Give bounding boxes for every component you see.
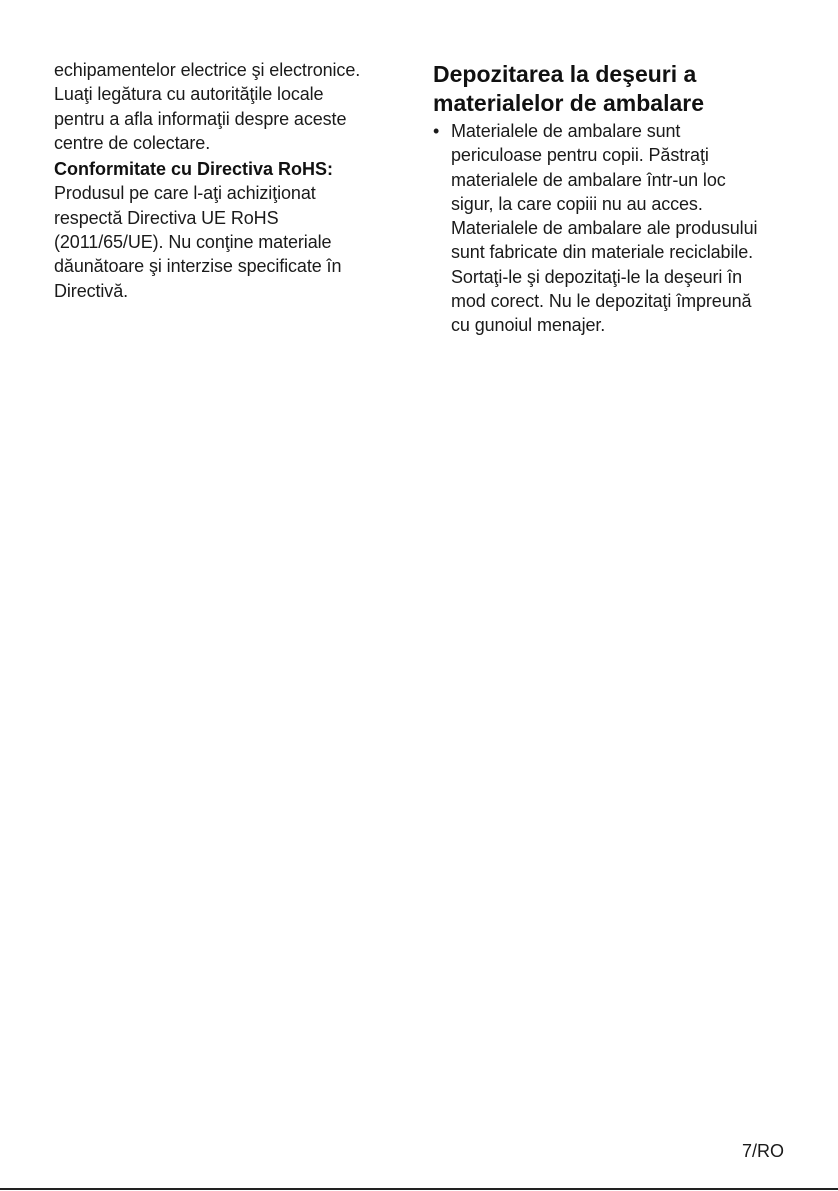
text-line: sunt fabricate din materiale reciclabile. bbox=[451, 242, 754, 263]
text-line: Luaţi legătura cu autorităţile locale bbox=[54, 84, 324, 105]
text-line: mod corect. Nu le depozitaţi împreună bbox=[451, 291, 752, 312]
text-line: materialele de ambalare într-un loc bbox=[451, 169, 726, 190]
collection-info-paragraph bbox=[54, 58, 399, 155]
text-line: echipamentelor electrice şi electronice. bbox=[54, 60, 361, 80]
text-line: dăunătoare şi interzise specificate în bbox=[54, 256, 342, 277]
text-line: periculoase pentru copii. Păstraţi bbox=[451, 145, 709, 166]
rohs-heading: Conformitate cu Directiva RoHS: bbox=[54, 159, 334, 180]
text-line: Materialele de ambalare sunt bbox=[451, 121, 681, 141]
text-line: centre de colectare. bbox=[54, 132, 211, 153]
page-number: 7/RO bbox=[741, 1141, 784, 1161]
text-line: Directivă. bbox=[54, 280, 129, 301]
bullet-icon: • bbox=[433, 121, 440, 141]
text-line: Materialele de ambalare ale produsului bbox=[451, 218, 758, 239]
text-line: Produsul pe care l-aţi achiziţionat bbox=[54, 183, 316, 204]
section-title bbox=[433, 60, 793, 118]
section-title-line: materialelor de ambalare bbox=[433, 90, 705, 116]
text-line: (2011/65/UE). Nu conţine materiale bbox=[54, 232, 332, 253]
right-column bbox=[433, 58, 793, 338]
text-line: Sortaţi-le şi depozitaţi-le la deşeuri în bbox=[451, 266, 743, 287]
list-item bbox=[433, 119, 793, 338]
left-column bbox=[54, 58, 399, 303]
text-line: cu gunoiul menajer. bbox=[451, 315, 606, 336]
text-line: respectă Directiva UE RoHS bbox=[54, 207, 279, 228]
text-line: pentru a afla informaţii despre aceste bbox=[54, 108, 347, 129]
page-bottom-divider bbox=[0, 1188, 838, 1190]
rohs-paragraph bbox=[54, 181, 399, 302]
section-title-line: Depozitarea la deşeuri a bbox=[433, 61, 697, 87]
text-line: sigur, la care copiii nu au acces. bbox=[451, 193, 703, 214]
